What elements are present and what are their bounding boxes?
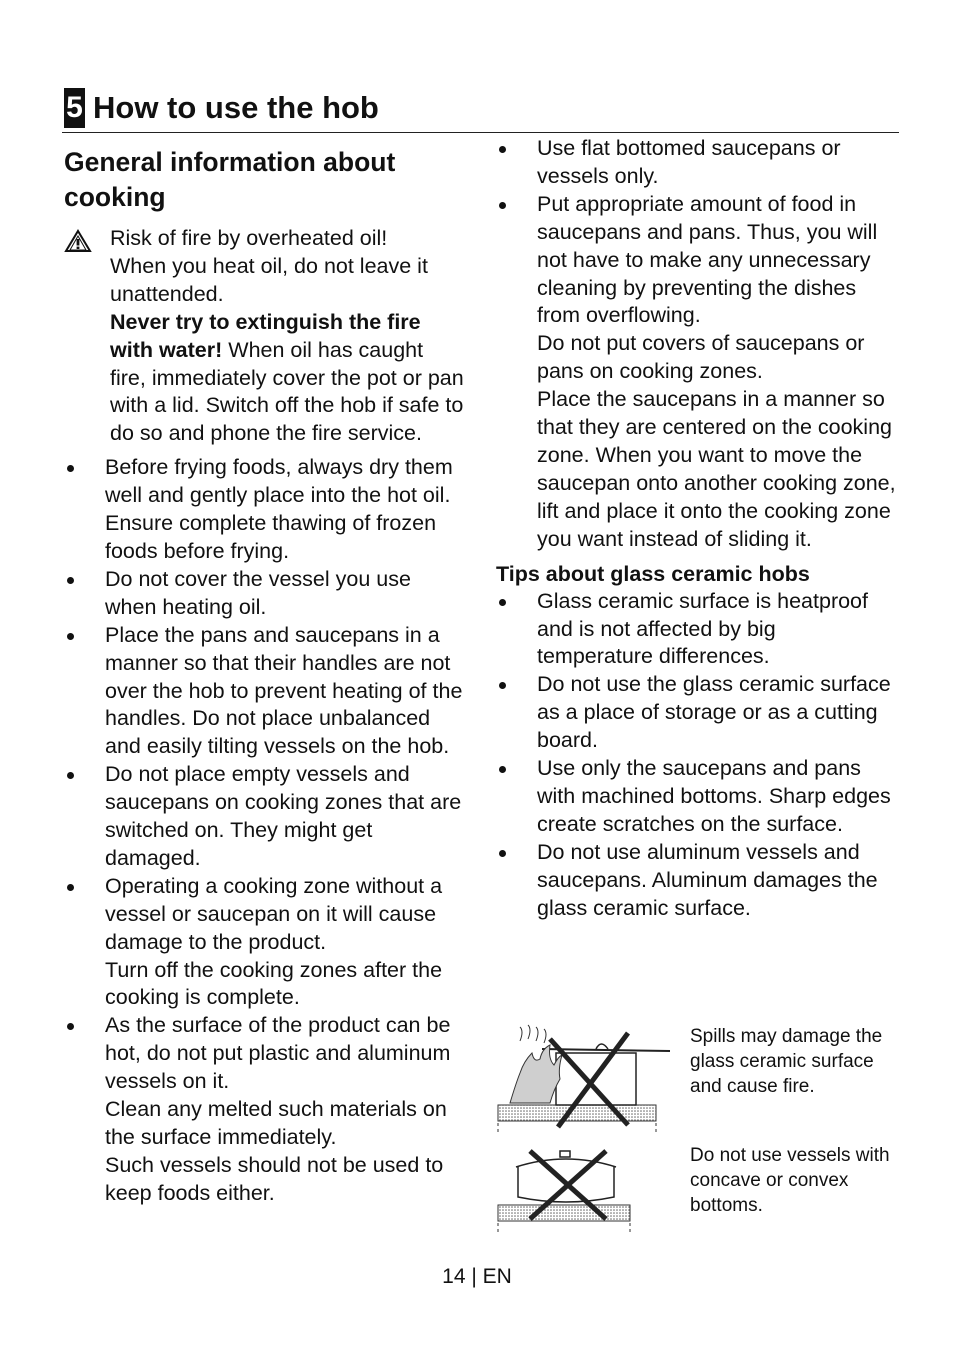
bullet-text: Do not cover the vessel you use when heating oil.: [105, 566, 411, 619]
list-item: [64, 873, 464, 1013]
bullet-text: Use only the saucepans and pans with machined bottoms. Sharp edges create scratches on the surface.: [537, 756, 891, 836]
bullet-text: Do not put covers of saucepans or pans on cooking zones.: [537, 331, 865, 384]
chapter-title: How to use the hob: [93, 90, 379, 125]
warning-line: Risk of fire by overheated oil!: [110, 226, 388, 250]
bullet-text: Such vessels should not be used to keep foods either.: [105, 1152, 444, 1205]
figure-caption: Do not use vessels with concave or convex bottoms.: [690, 1145, 890, 1216]
bullet-text: Place the saucepans in a manner so that they are centered on the cooking zone. When you want to move the saucepan onto another cooking zone, lift and place it onto the cooking zone you want instead of sliding it.: [537, 387, 896, 551]
fire-warning: [64, 225, 464, 448]
warning-line: When you heat oil, do not leave it: [110, 253, 428, 278]
bullet-text: Operating a cooking zone without a vessel or saucepan on it will cause damage to the product.: [105, 873, 443, 954]
chapter-number: 5: [64, 88, 85, 128]
heading-rule: [62, 132, 899, 133]
language-code: EN: [482, 1265, 512, 1288]
list-item: [496, 191, 896, 554]
list-item: [496, 135, 896, 191]
bullet-text: Do not use the glass ceramic surface as a place of storage or as a cutting board.: [537, 672, 891, 753]
bullet-text: Use flat bottomed saucepans or vessels only.: [537, 136, 841, 188]
spill-overflow-crossed-icon: [496, 1023, 674, 1143]
section-heading: General information about cooking: [64, 147, 396, 212]
bullet-text: Do not place empty vessels and saucepans on cooking zones that are switched on. They might get damaged.: [105, 762, 462, 870]
concave-vessel-crossed-icon: [496, 1143, 636, 1239]
list-item: [496, 839, 896, 923]
warning-text: When oil has caught fire, immediately cover the pot or pan with a lid. Switch off the hob if safe to do so and phone the fire service.: [110, 337, 464, 446]
figure-caption: Spills may damage the glass ceramic surface and cause fire.: [690, 1026, 883, 1097]
page-footer: [0, 1265, 954, 1289]
vessel-bullets: [496, 135, 896, 554]
list-item: [64, 1012, 464, 1207]
chapter-heading: [64, 86, 379, 130]
tips-bullets: [496, 588, 896, 923]
cooking-bullets: [64, 454, 464, 1207]
bullet-text: Put appropriate amount of food in saucepans and pans. Thus, you will not have to make any unnecessary cleaning by preventing the dishes from overflowing.: [537, 191, 878, 328]
bullet-text: Place the pans and saucepans in a manner so that their handles are not over the hob to prevent heating of the handles. Do not place unbalanced and easily tilting vessels on the hob.: [105, 622, 463, 759]
tips-heading: Tips about glass ceramic hobs: [496, 561, 810, 586]
bullet-text: Clean any melted such materials on the surface immediately.: [105, 1097, 447, 1149]
warning-line: unattended.: [110, 281, 224, 306]
list-item: [496, 671, 896, 755]
bullet-text: As the surface of the product can be hot, do not put plastic and aluminum vessels on it.: [105, 1013, 451, 1094]
bullet-text: Before frying foods, always dry them well and gently place into the hot oil. Ensure complete thawing of frozen foods before frying.: [105, 455, 453, 563]
page-number: 14: [442, 1265, 466, 1288]
bullet-text: Do not use aluminum vessels and saucepans. Aluminum damages the glass ceramic surface.: [537, 839, 878, 920]
warning-triangle-icon: [64, 229, 92, 253]
list-item: [64, 761, 464, 873]
list-item: [496, 755, 896, 839]
list-item: [496, 588, 896, 672]
warning-emphasis: Never try to extinguish the fire with water!: [110, 309, 421, 362]
illustrations: [496, 1023, 896, 1243]
list-item: [64, 566, 464, 622]
left-column: [64, 145, 464, 1208]
bullet-text: Turn off the cooking zones after the cooking is complete.: [105, 957, 443, 1010]
footer-separator: |: [471, 1265, 483, 1288]
list-item: [64, 622, 464, 762]
list-item: [64, 454, 464, 566]
bullet-text: Glass ceramic surface is heatproof and is not affected by big temperature differences.: [537, 588, 868, 669]
right-column: [496, 135, 896, 922]
